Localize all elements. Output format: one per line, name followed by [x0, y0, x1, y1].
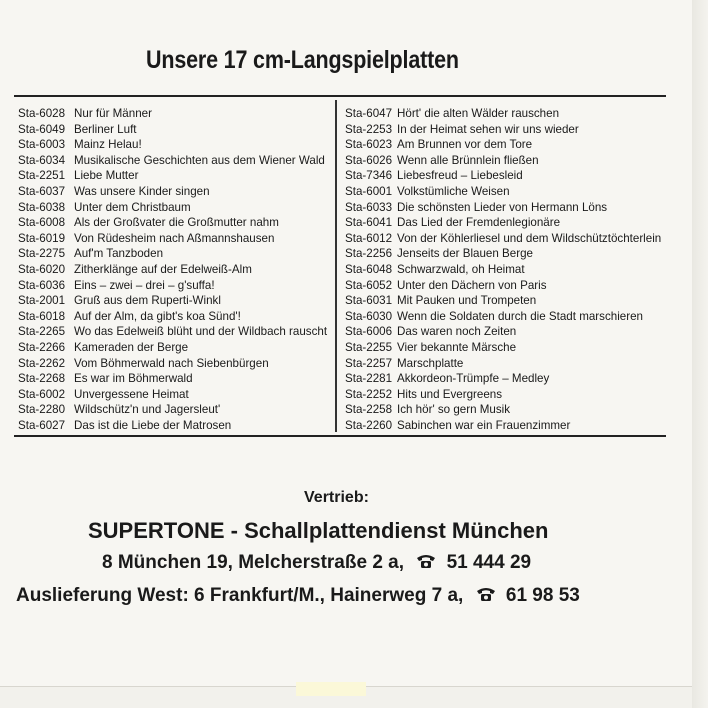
catalog-number: Sta-2275	[18, 247, 66, 261]
record-title: Gruß aus dem Ruperti-Winkl	[74, 294, 221, 308]
list-item	[345, 293, 661, 309]
catalog-number: Sta-2266	[18, 340, 66, 354]
record-title: Nur für Männer	[74, 107, 152, 120]
list-item	[18, 153, 327, 169]
list-item	[18, 387, 327, 403]
list-item	[345, 278, 661, 294]
company-name: SUPERTONE - Schallplattendienst München	[88, 518, 549, 543]
record-title: Die schönsten Lieder von Hermann Löns	[397, 200, 608, 214]
right-record-list	[345, 106, 661, 433]
list-item	[345, 371, 661, 387]
list-item	[18, 402, 327, 418]
list-item	[18, 137, 327, 153]
catalog-number: Sta-6031	[345, 294, 393, 308]
catalog-number: Sta-6041	[345, 216, 393, 230]
munich-address-line	[102, 552, 531, 574]
list-item	[345, 387, 661, 403]
record-title: Zitherklänge auf der Edelweiß-Alm	[74, 262, 252, 276]
catalog-number: Sta-2252	[345, 387, 393, 401]
catalog-number: Sta-6048	[345, 262, 393, 276]
munich-address: 8 München 19, Melcherstraße 2 a,	[102, 552, 405, 573]
list-item	[18, 122, 327, 138]
catalog-number: Sta-2258	[345, 403, 393, 417]
record-title: Hört' die alten Wälder rauschen	[397, 107, 560, 120]
catalog-number: Sta-6027	[18, 418, 66, 432]
top-rule	[14, 95, 666, 97]
distribution-label: Vertrieb:	[304, 489, 369, 506]
record-title: Liebesfreud – Liebesleid	[397, 169, 523, 183]
catalog-number: Sta-6012	[345, 231, 393, 245]
page-title: Unsere 17 cm-Langspielplatten	[146, 46, 459, 74]
record-title: Wenn alle Brünnlein fließen	[397, 153, 539, 167]
list-item	[18, 356, 327, 372]
list-item	[345, 184, 661, 200]
record-title: Auf der Alm, da gibt's koa Sünd'!	[74, 309, 241, 323]
catalog-number: Sta-2265	[18, 325, 66, 339]
record-title: Ich hör' so gern Musik	[397, 403, 511, 417]
list-item	[345, 262, 661, 278]
frankfurt-phone: 61 98 53	[505, 585, 580, 606]
list-item	[18, 371, 327, 387]
sleeve-edge	[692, 0, 708, 708]
list-item	[345, 168, 661, 184]
record-title: Wenn die Soldaten durch die Stadt marschieren	[397, 309, 643, 323]
record-title: Vom Böhmerwald nach Siebenbürgen	[74, 356, 269, 370]
list-item	[345, 200, 661, 216]
record-title: Schwarzwald, oh Heimat	[397, 262, 525, 276]
catalog-number: Sta-6002	[18, 387, 66, 401]
list-item	[345, 215, 661, 231]
list-item	[18, 184, 327, 200]
catalog-number: Sta-2257	[345, 356, 393, 370]
catalog-number: Sta-6001	[345, 184, 393, 198]
list-item	[18, 106, 327, 122]
list-item	[18, 340, 327, 356]
catalog-number: Sta-6038	[18, 200, 66, 214]
record-title: Musikalische Geschichten aus dem Wiener Wald	[74, 153, 325, 167]
list-item	[18, 168, 327, 184]
record-title: Unter dem Christbaum	[74, 200, 191, 214]
list-item	[18, 246, 327, 262]
list-item	[18, 262, 327, 278]
catalog-number: Sta-6008	[18, 216, 66, 230]
catalog-number: Sta-6019	[18, 231, 66, 245]
munich-phone: 51 444 29	[446, 552, 532, 573]
record-title: Von der Köhlerliesel und dem Wildschütztöchterlein	[397, 231, 662, 245]
catalog-number: Sta-2262	[18, 356, 66, 370]
west-delivery-line	[16, 585, 580, 607]
list-item	[345, 418, 661, 434]
record-title: Volkstümliche Weisen	[397, 184, 510, 198]
record-title: Hits und Evergreens	[397, 387, 503, 401]
catalog-number: Sta-6036	[18, 278, 66, 292]
record-title: Was unsere Kinder singen	[74, 184, 210, 198]
catalog-number: Sta-6052	[345, 278, 393, 292]
catalog-number: Sta-2281	[345, 372, 393, 386]
catalog-number: Sta-6049	[18, 122, 66, 136]
list-item	[345, 356, 661, 372]
west-delivery-address: Auslieferung West: 6 Frankfurt/M., Hainerweg 7 a,	[16, 585, 464, 606]
list-item	[18, 231, 327, 247]
list-item	[345, 309, 661, 325]
record-title: Akkordeon-Trümpfe – Medley	[397, 372, 550, 386]
record-title: Wo das Edelweiß blüht und der Wildbach rauscht	[74, 325, 328, 339]
record-title: Am Brunnen vor dem Tore	[397, 138, 533, 152]
record-title: Mit Pauken und Trompeten	[397, 294, 537, 308]
list-item	[345, 246, 661, 262]
catalog-number: Sta-6003	[18, 138, 66, 152]
catalog-number: Sta-2260	[345, 418, 393, 432]
record-title: Das ist die Liebe der Matrosen	[74, 418, 232, 432]
column-divider	[335, 100, 337, 432]
list-item	[345, 402, 661, 418]
catalog-number: Sta-6026	[345, 153, 393, 167]
list-item	[345, 324, 661, 340]
catalog-number: Sta-6028	[18, 107, 66, 120]
list-item	[18, 418, 327, 434]
price-sticker	[296, 682, 366, 696]
record-title: Als der Großvater die Großmutter nahm	[74, 216, 279, 230]
record-title: Berliner Luft	[74, 122, 137, 136]
list-item	[345, 340, 661, 356]
catalog-number: Sta-2280	[18, 403, 66, 417]
catalog-number: Sta-2253	[345, 122, 393, 136]
catalog-number: Sta-6034	[18, 153, 66, 167]
catalog-number: Sta-6030	[345, 309, 393, 323]
record-title: Auf'm Tanzboden	[74, 247, 164, 261]
bottom-rule	[14, 435, 666, 437]
list-item	[18, 309, 327, 325]
record-title: Marschplatte	[397, 356, 464, 370]
catalog-number: Sta-2255	[345, 340, 393, 354]
record-title: Das Lied der Fremdenlegionäre	[397, 216, 561, 230]
catalog-number: Sta-6018	[18, 309, 66, 323]
record-title: Jenseits der Blauen Berge	[397, 247, 533, 261]
telephone-icon	[415, 553, 437, 569]
catalog-number: Sta-6020	[18, 262, 66, 276]
catalog-number: Sta-7346	[345, 169, 393, 183]
list-item	[18, 215, 327, 231]
list-item	[345, 231, 661, 247]
record-title: Unter den Dächern von Paris	[397, 278, 547, 292]
catalog-number: Sta-6047	[345, 107, 393, 120]
record-title: In der Heimat sehen wir uns wieder	[397, 122, 579, 136]
record-title: Sabinchen war ein Frauenzimmer	[397, 418, 571, 432]
list-item	[345, 153, 661, 169]
list-item	[18, 293, 327, 309]
record-title: Liebe Mutter	[74, 169, 139, 183]
list-item	[18, 324, 327, 340]
record-title: Kameraden der Berge	[74, 340, 189, 354]
catalog-number: Sta-6006	[345, 325, 393, 339]
list-item	[18, 200, 327, 216]
list-item	[18, 278, 327, 294]
catalog-number: Sta-2251	[18, 169, 66, 183]
record-title: Das waren noch Zeiten	[397, 325, 517, 339]
catalog-number: Sta-6023	[345, 138, 393, 152]
telephone-icon	[475, 586, 497, 602]
catalog-number: Sta-2256	[345, 247, 393, 261]
left-record-list	[18, 106, 327, 433]
list-item	[345, 106, 661, 122]
record-title: Es war im Böhmerwald	[74, 372, 193, 386]
record-title: Eins – zwei – drei – g'suffa!	[74, 278, 215, 292]
record-title: Mainz Helau!	[74, 138, 142, 152]
record-title: Wildschütz'n und Jagersleut'	[74, 403, 221, 417]
catalog-number: Sta-2268	[18, 372, 66, 386]
list-item	[345, 137, 661, 153]
record-title: Vier bekannte Märsche	[397, 340, 517, 354]
list-item	[345, 122, 661, 138]
catalog-number: Sta-6033	[345, 200, 393, 214]
record-title: Unvergessene Heimat	[74, 387, 189, 401]
record-title: Von Rüdesheim nach Aßmannshausen	[74, 231, 275, 245]
catalog-number: Sta-2001	[18, 294, 66, 308]
catalog-number: Sta-6037	[18, 184, 66, 198]
